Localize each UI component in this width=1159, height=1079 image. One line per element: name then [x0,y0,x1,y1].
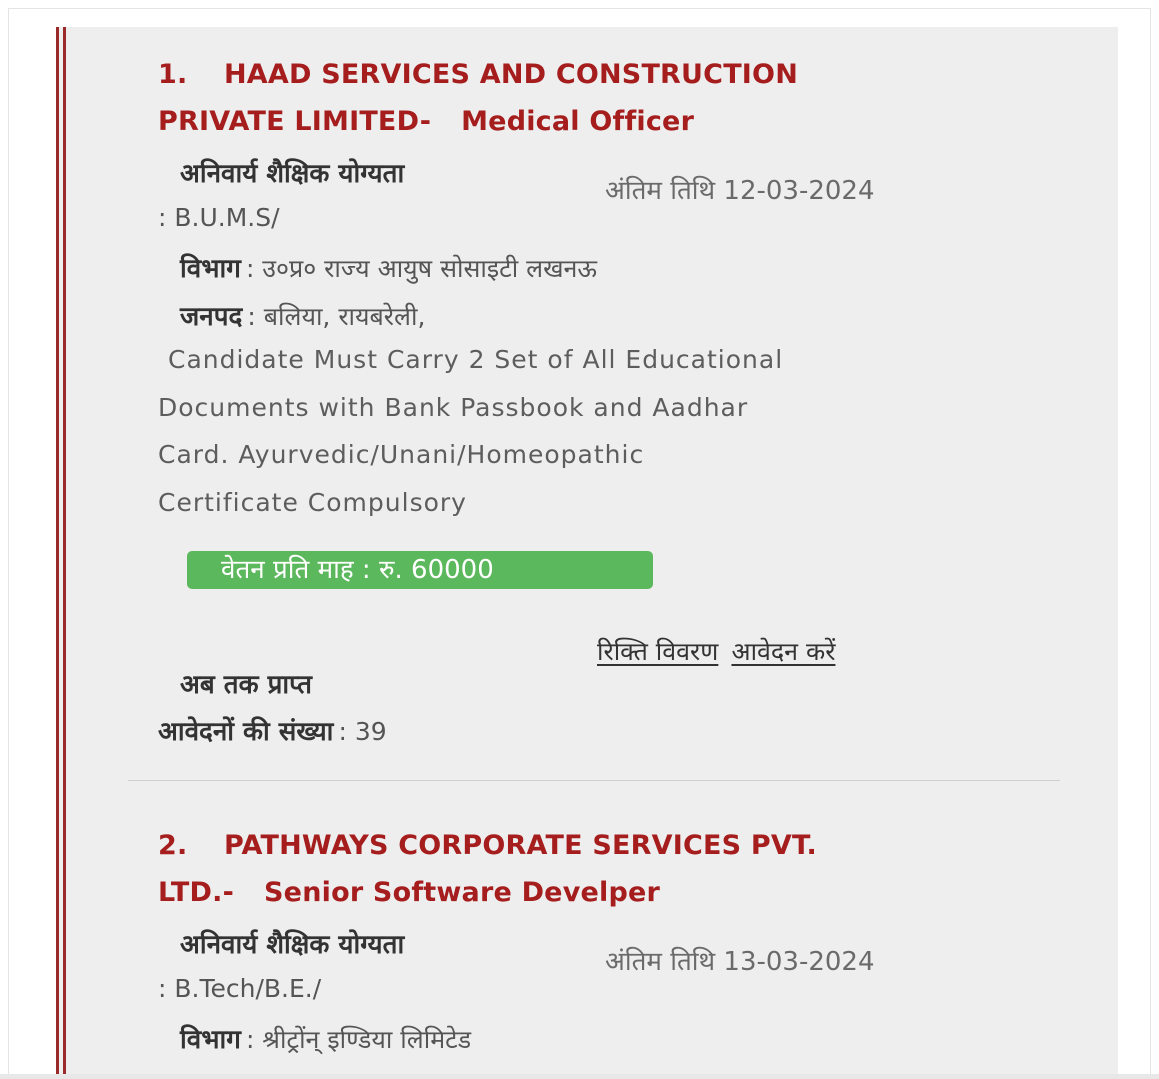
applications-label-line1: अब तक प्राप्त [180,670,312,700]
job-role: Senior Software Develper [264,877,661,908]
job-title-line1[interactable] [158,830,817,861]
job-actions [597,634,835,668]
applications-row [158,712,387,748]
qualification-value: : B.U.M.S/ [158,203,280,232]
job-number: 2. [158,830,188,861]
district-value: : बलिया, रायबरेली, [247,302,426,331]
district-label: जनपद [180,302,243,332]
salary-badge: वेतन प्रति माह : रु. 60000 [187,551,653,589]
department-value: : उ०प्र० राज्य आयुष सोसाइटी लखनऊ [245,254,598,283]
accent-bar [63,27,66,1074]
bottom-edge [0,1074,1159,1079]
last-date: अंतिम तिथि 13-03-2024 [605,947,875,977]
department-label: विभाग [180,254,241,284]
job-divider [128,780,1060,781]
job-title-line1[interactable] [158,59,798,90]
company-name: PATHWAYS CORPORATE SERVICES PVT. [224,830,817,861]
district-row [180,297,425,333]
company-name-cont: LTD.- [158,877,235,908]
note-line: Candidate Must Carry 2 Set of All Educational [168,345,784,374]
note-line: Certificate Compulsory [158,488,467,517]
last-date: अंतिम तिथि 12-03-2024 [605,176,875,206]
apply-link[interactable]: आवेदन करें [731,637,836,666]
qualification-value: : B.Tech/B.E./ [158,974,322,1003]
department-row [180,249,597,285]
accent-bar [56,27,59,1074]
job-title-line2[interactable] [158,106,694,137]
job-role: Medical Officer [461,106,695,137]
company-name-cont: PRIVATE LIMITED- [158,106,432,137]
department-row [180,1020,471,1056]
company-name: HAAD SERVICES AND CONSTRUCTION [224,59,799,90]
qualification-label: अनिवार्य शैक्षिक योग्यता [180,159,405,189]
job-number: 1. [158,59,188,90]
applications-count: : 39 [338,717,387,746]
department-value: : श्रीट्रोंन् इण्डिया लिमिटेड [245,1025,472,1054]
department-label: विभाग [180,1025,241,1055]
vacancy-details-link[interactable]: रिक्ति विवरण [597,637,719,666]
applications-label-line2: आवेदनों की संख्या [158,717,334,747]
qualification-label: अनिवार्य शैक्षिक योग्यता [180,930,405,960]
job-title-line2[interactable] [158,877,660,908]
note-line: Documents with Bank Passbook and Aadhar [158,393,749,422]
note-line: Card. Ayurvedic/Unani/Homeopathic [158,440,645,469]
